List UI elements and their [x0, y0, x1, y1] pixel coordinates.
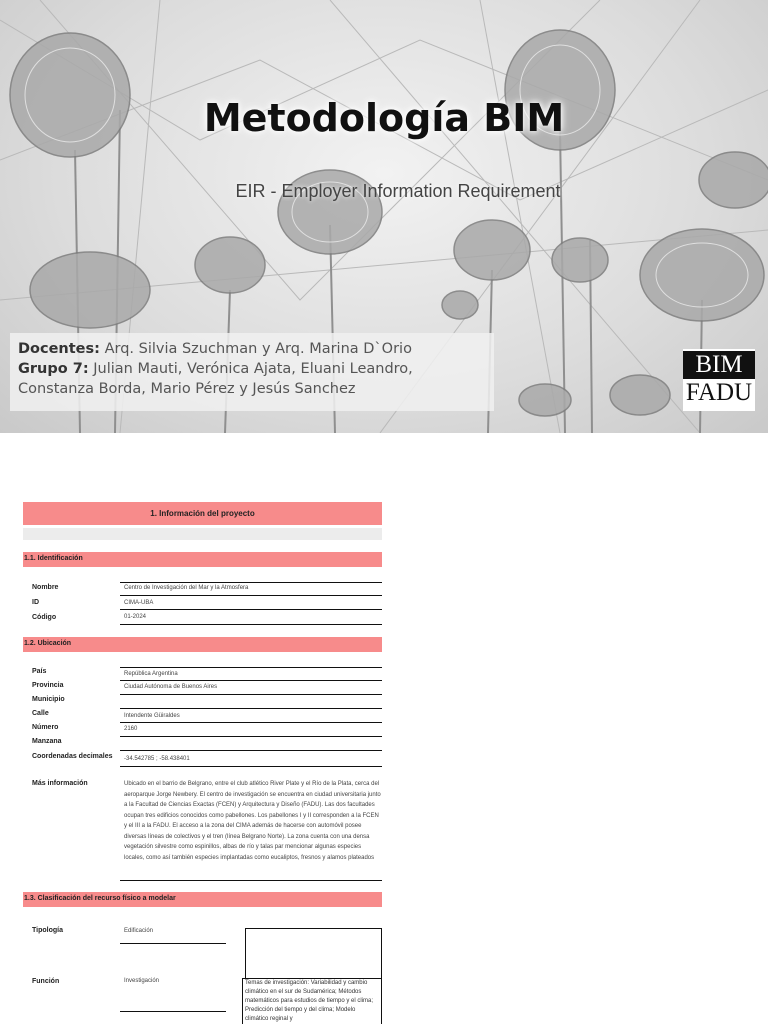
row-label: Código: [32, 614, 57, 621]
field-line: [120, 624, 382, 625]
row-label: Calle: [32, 710, 49, 717]
row-value: Centro de Investigación del Mar y la Atmosfera: [124, 585, 249, 591]
docentes-line: [18, 339, 486, 359]
grupo-line: [18, 359, 486, 399]
row-value: CIMA-UBA: [124, 600, 154, 606]
logo-fadu-text: FADU: [685, 379, 753, 406]
logo-bim-text: BIM: [683, 351, 755, 379]
docentes-value: Arq. Silvia Szuchman y Arq. Marina D`Orio: [104, 341, 412, 357]
cover-slide: [0, 0, 768, 433]
tipologia-value: Edificación: [124, 928, 154, 934]
row-value: República Argentina: [124, 671, 178, 677]
field-line: [120, 766, 382, 767]
field-line: [120, 1011, 226, 1012]
field-line: [120, 680, 382, 681]
funcion-value: Investigación: [124, 978, 160, 984]
row-label: Provincia: [32, 682, 64, 689]
row-value: Ciudad Autónoma de Buenos Aires: [124, 684, 218, 690]
ubicacion-heading: 1.2. Ubicación: [23, 637, 382, 652]
funcion-label: Función: [32, 978, 60, 985]
section-title: 1. Información del proyecto: [23, 502, 382, 525]
identificacion-heading: 1.1. Identificación: [23, 552, 382, 567]
field-line: [120, 708, 382, 709]
empty-box: [245, 928, 382, 979]
field-line: [120, 595, 382, 596]
mas-info-label: Más información: [32, 780, 88, 787]
row-label: Número: [32, 724, 59, 731]
field-line: [120, 750, 382, 751]
row-value: Intendente Güiraldes: [124, 713, 180, 719]
field-line: [120, 880, 382, 881]
field-line: [120, 582, 382, 583]
row-label: Manzana: [32, 738, 62, 745]
field-line: [120, 736, 382, 737]
mas-info-text: Ubicado en el barrio de Belgrano, entre el club atlético River Plate y el Río de la Plata, cerca del aeroparque Jorge Newbery. El centro de investigación se encuentra en ciudad universitaria junto a la Facultad de Ciencias Exactas (FCEN) y Arquitectura y Diseño (FADU). Las dos facultades ocupan tres edificios conocidos como pabellones. Los pabellones I y II corresponden a la FCEN y el III a la FADU. El acceso a la zona del CIMA además de hacerse con automóvil posee diversas líneas de colectivos y el tren (línea Belgrano Norte). La zona cuenta con una densa vegetación silvestre como espinillos, albas de río y talas par mencionar algunas especies locales, como así también especies implantadas como eucaliptos, fresnos y alamos plateados: [124, 781, 381, 861]
bim-fadu-logo: [683, 349, 755, 411]
field-line: [120, 722, 382, 723]
field-line: [120, 694, 382, 695]
field-line: [120, 609, 382, 610]
row-value: 2160: [124, 726, 138, 732]
row-label: Coordenadas decimales: [32, 753, 113, 760]
project-info-form: [23, 502, 382, 1024]
row-value: 01-2024: [124, 614, 147, 620]
row-label: Nombre: [32, 584, 59, 591]
tipologia-label: Tipología: [32, 927, 63, 934]
clasificacion-heading: 1.3. Clasificación del recurso físico a modelar: [23, 892, 382, 907]
row-value: -34.542785 ; -58.438401: [124, 756, 190, 762]
row-label: País: [32, 668, 47, 675]
funcion-note: Temas de investigación: Variabilidad y cambio climático en el sur de Sudamérica; Métodos matemáticos para estudios de tiempo y el clima; Predicción del tiempo y del clima; Modelo climático reginal y: [245, 980, 374, 1022]
grupo-value: Julian Mauti, Verónica Ajata, Eluani Leandro, Constanza Borda, Mario Pérez y Jesús Sanchez: [18, 361, 413, 397]
cover-subtitle: EIR - Employer Information Requirement: [235, 181, 561, 201]
docentes-label: Docentes:: [18, 341, 100, 357]
row-label: ID: [32, 599, 39, 606]
grupo-label: Grupo 7:: [18, 361, 89, 377]
credits-box: [10, 333, 494, 411]
field-line: [120, 943, 226, 944]
grey-band: [23, 528, 382, 540]
field-line: [120, 667, 382, 668]
row-label: Municipio: [32, 696, 65, 703]
cover-title: Metodología BIM: [203, 96, 565, 140]
